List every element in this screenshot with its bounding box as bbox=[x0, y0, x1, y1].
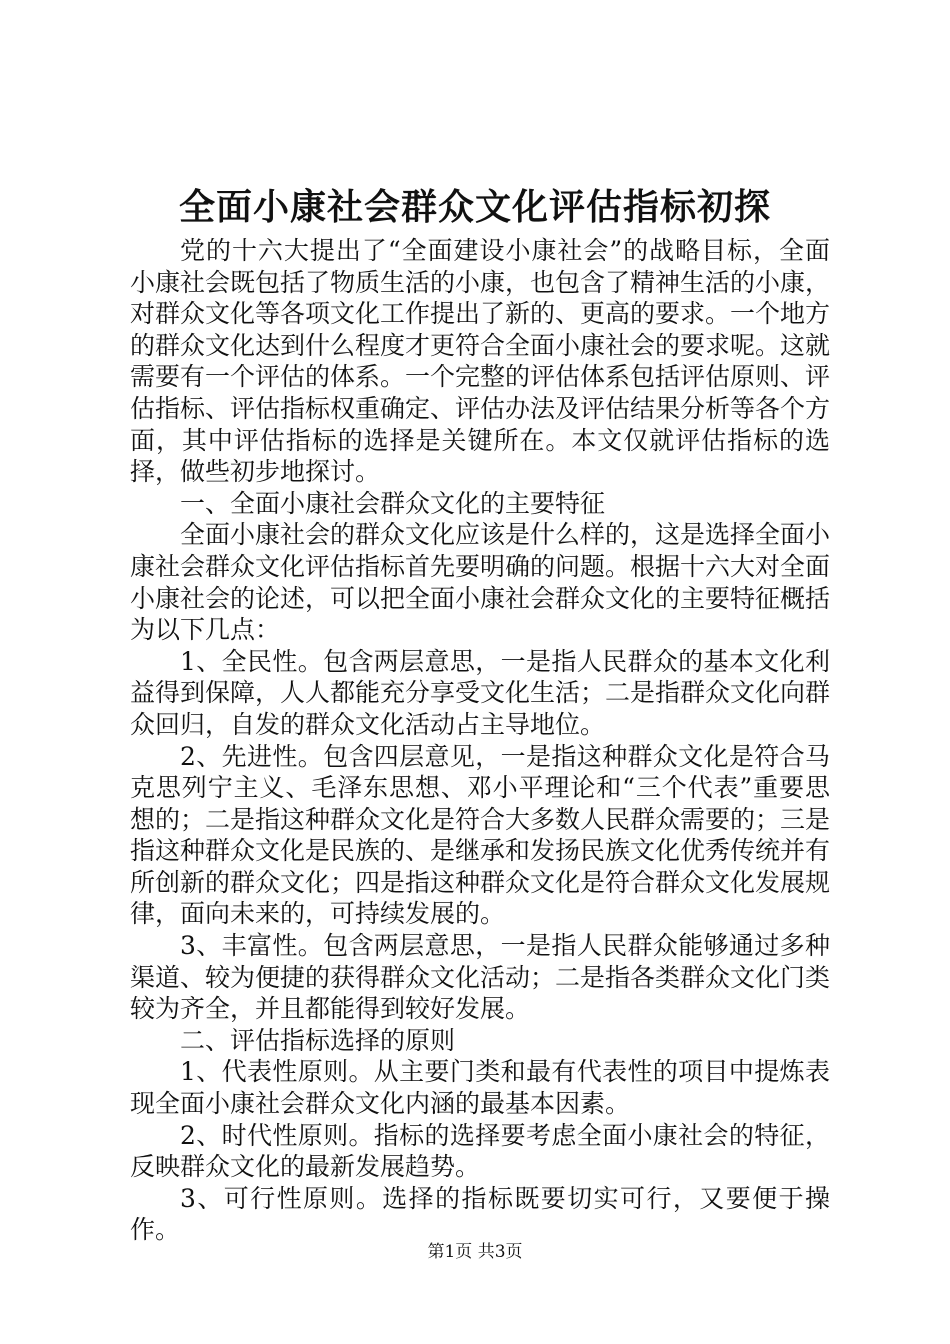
intro-paragraph: 党的十六大提出了“全面建设小康社会”的战略目标，全面小康社会既包括了物质生活的小康，也包含了精神生活的小康，对群众文化等各项文化工作提出了新的、更高的要求。一个地方的群众文化达到什么程度才更符合全面小康社会的要求呢。这就需要有一个评估的体系。一个完整的评估体系包括评估原则、评估指标、评估指标权重确定、评估办法及评估结果分析等各个方面，其中评估指标的选择是关键所在。本文仅就评估指标的选择，做些初步地探讨。 bbox=[130, 236, 831, 487]
principle-item-1: 1、代表性原则。从主要门类和最有代表性的项目中提炼表现全面小康社会群众文化内涵的最基本因素。 bbox=[130, 1057, 830, 1119]
feature-item-3: 3、丰富性。包含两层意思，一是指人民群众能够通过多种渠道、较为便捷的获得群众文化活动；二是指各类群众文化门类较为齐全，并且都能得到较好发展。 bbox=[130, 931, 831, 1024]
principle-item-3: 3、可行性原则。选择的指标既要切实可行，又要便于操作。 bbox=[130, 1183, 830, 1245]
page-footer: 第1页 共3页 bbox=[427, 1242, 523, 1262]
feature-item-2: 2、先进性。包含四层意见，一是指这种群众文化是符合马克思列宁主义、毛泽东思想、邓小平理论和“三个代表”重要思想的；二是指这种群众文化是符合大多数人民群众需要的；三是指这种群众文化是民族的、是继承和发扬民族文化优秀传统并有所创新的群众文化；四是指这种群众文化是符合群众文化发展规律，面向未来的，可持续发展的。 bbox=[130, 741, 831, 929]
section-heading-1: 一、全面小康社会群众文化的主要特征 bbox=[180, 488, 606, 518]
principle-item-2: 2、时代性原则。指标的选择要考虑全面小康社会的特征，反映群众文化的最新发展趋势。 bbox=[130, 1120, 830, 1182]
document-title: 全面小康社会群众文化评估指标初探 bbox=[178, 186, 771, 228]
section-1-intro-paragraph: 全面小康社会的群众文化应该是什么样的，这是选择全面小康社会群众文化评估指标首先要明确的问题。根据十六大对全面小康社会的论述，可以把全面小康社会群众文化的主要特征概括为以下几点： bbox=[130, 520, 831, 645]
section-heading-2: 二、评估指标选择的原则 bbox=[180, 1025, 456, 1055]
document-body bbox=[130, 235, 830, 1246]
feature-item-1: 1、全民性。包含两层意思，一是指人民群众的基本文化利益得到保障，人人都能充分享受文化生活；二是指群众文化向群众回归，自发的群众文化活动占主导地位。 bbox=[130, 646, 831, 739]
